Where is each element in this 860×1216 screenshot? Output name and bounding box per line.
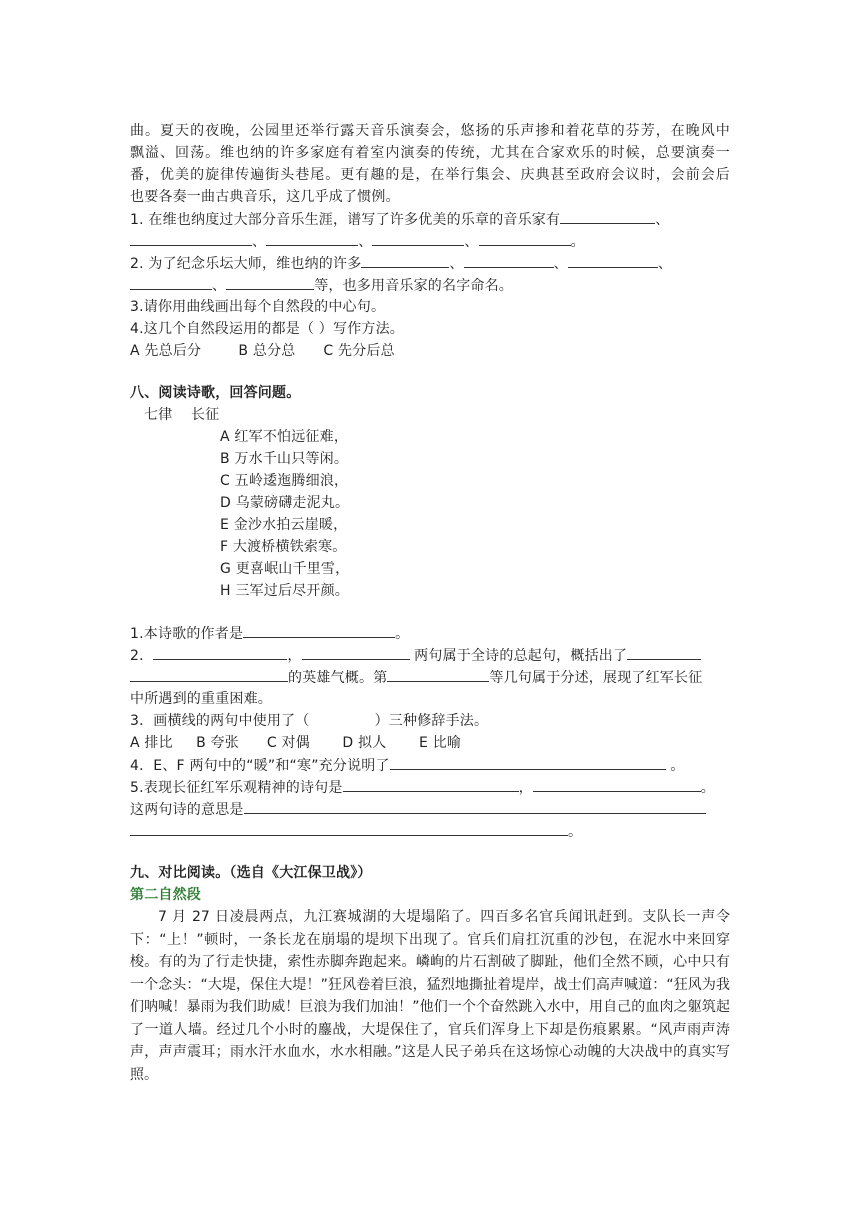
section-9-title: 九、对比阅读。（选自《大江保卫战》） [130,865,372,881]
poem-line: F 大渡桥横铁索寒。 [220,539,347,555]
answer-blank[interactable] [479,230,571,246]
paragraph-subtitle: 第二自然段 [130,887,201,903]
answer-blank[interactable] [244,798,706,814]
question-text: 1. 在维也纳度过大部分音乐生涯，谱写了许多优美的乐章的音乐家有 [130,212,561,228]
passage-line: 番，优美的旋律传遍街头巷尾。更有趣的是，在举行集会、庆典甚至政府会议时，会前会后 [130,167,730,183]
document-page [130,120,730,1086]
answer-blank[interactable] [302,644,410,660]
poem-line: G 更喜岷山千里雪， [220,561,350,577]
sec8-question-3-options: A 排比 B 夸张 C 对偶 D 拟人 E 比喻 [130,735,462,751]
poem-title: 七律 长征 [144,407,220,423]
sec8-question-5: 5.表现长征红军乐观精神的诗句是 ， 。 这两句诗的意思是 。 [130,776,730,842]
passage-line: 曲。夏天的夜晚，公园里还举行露天音乐演奏会，悠扬的乐声掺和着花草的芬芳，在晚风中 [130,123,730,139]
answer-blank[interactable] [266,230,358,246]
answer-blank[interactable] [130,666,288,682]
answer-blank[interactable] [130,820,568,836]
poem-line: A 红军不怕远征难， [220,429,349,445]
poem-line: D 乌蒙磅礴走泥丸。 [220,495,350,511]
question-2: 2. 为了纪念乐坛大师，维也纳的许多 、 、 、 、 等，也多用音乐家的名字命名。 [130,252,730,296]
answer-blank[interactable] [372,230,464,246]
answer-blank[interactable] [568,252,658,268]
answer-blank[interactable] [226,274,314,290]
poem-line: B 万水千山只等闲。 [220,451,349,467]
answer-blank[interactable] [130,274,212,290]
answer-blank[interactable] [153,644,287,660]
sec8-question-4: 4．E、F 两句中的“暖”和“寒”充分说明了 。 [130,754,730,776]
sec8-question-1: 1.本诗歌的作者是 。 [130,622,730,644]
answer-blank[interactable] [464,252,554,268]
answer-blank[interactable] [361,252,449,268]
sec8-question-3: 3．画横线的两句中使用了（ ）三种修辞手法。 [130,713,489,729]
poem-line: C 五岭逶迤腾细浪， [220,473,349,489]
poem-line: E 金沙水拍云崖暖， [220,517,348,533]
reading-paragraph: 7 月 27 日凌晨两点，九江赛城湖的大堤塌陷了。四百多名官兵闻讯赶到。支队长一声令下：“上！”顿时，一条长龙在崩塌的堤坝下出现了。官兵们肩扛沉重的沙包，在泥水中来回穿梭。有的为了行走快捷，索性赤脚奔跑起来。嶙峋的片石割破了脚趾，他们全然不顾，心中只有一个念头：“大堤，保住大堤！”狂风卷着巨浪，猛烈地撕扯着堤岸，战士们高声喊道：“狂风为我们呐喊！暴雨为我们助威！巨浪为我们加油！”他们一个个奋然跳入水中，用自己的血肉之躯筑起了一道人墙。经过几个小时的鏖战，大堤保住了，官兵们浑身上下却是伤痕累累。“风声雨声涛声，声声震耳；雨水汗水血水，水水相融。”这是人民子弟兵在这场惊心动魄的大决战中的真实写照。 [130,909,730,1083]
poem [130,426,730,602]
answer-blank[interactable] [627,644,701,660]
answer-blank[interactable] [533,776,701,792]
answer-blank[interactable] [560,208,655,224]
answer-blank[interactable] [390,754,666,770]
answer-blank[interactable] [387,666,489,682]
answer-blank[interactable] [243,622,395,638]
passage-line: 也要各奏一曲古典音乐，这几乎成了惯例。 [130,189,400,205]
question-3: 3.请你用曲线画出每个自然段的中心句。 [130,299,386,315]
poem-line: H 三军过后尽开颜。 [220,583,349,599]
passage-line: 飘溢、回荡。维也纳的许多家庭有着室内演奏的传统，尤其在合家欢乐的时候，总要演奏一 [130,145,730,161]
section-8-title: 八、阅读诗歌，回答问题。 [130,385,301,401]
answer-blank[interactable] [130,230,252,246]
question-4-options: A 先总后分 B 总分总 C 先分后总 [130,343,395,359]
answer-blank[interactable] [343,776,519,792]
question-text: 2. 为了纪念乐坛大师，维也纳的许多 [130,256,362,272]
intro-passage [130,120,730,208]
question-4: 4.这几个自然段运用的都是（ ）写作方法。 [130,321,405,337]
sec8-question-2: 2． ， 两句属于全诗的总起句，概括出了 的英雄气概。第 等几句属于分述，展现了红军长征 中所遇到的重重困难。 [130,644,730,710]
question-1: 1. 在维也纳度过大部分音乐生涯，谱写了许多优美的乐章的音乐家有 、 、 、 、 。 [130,208,730,252]
